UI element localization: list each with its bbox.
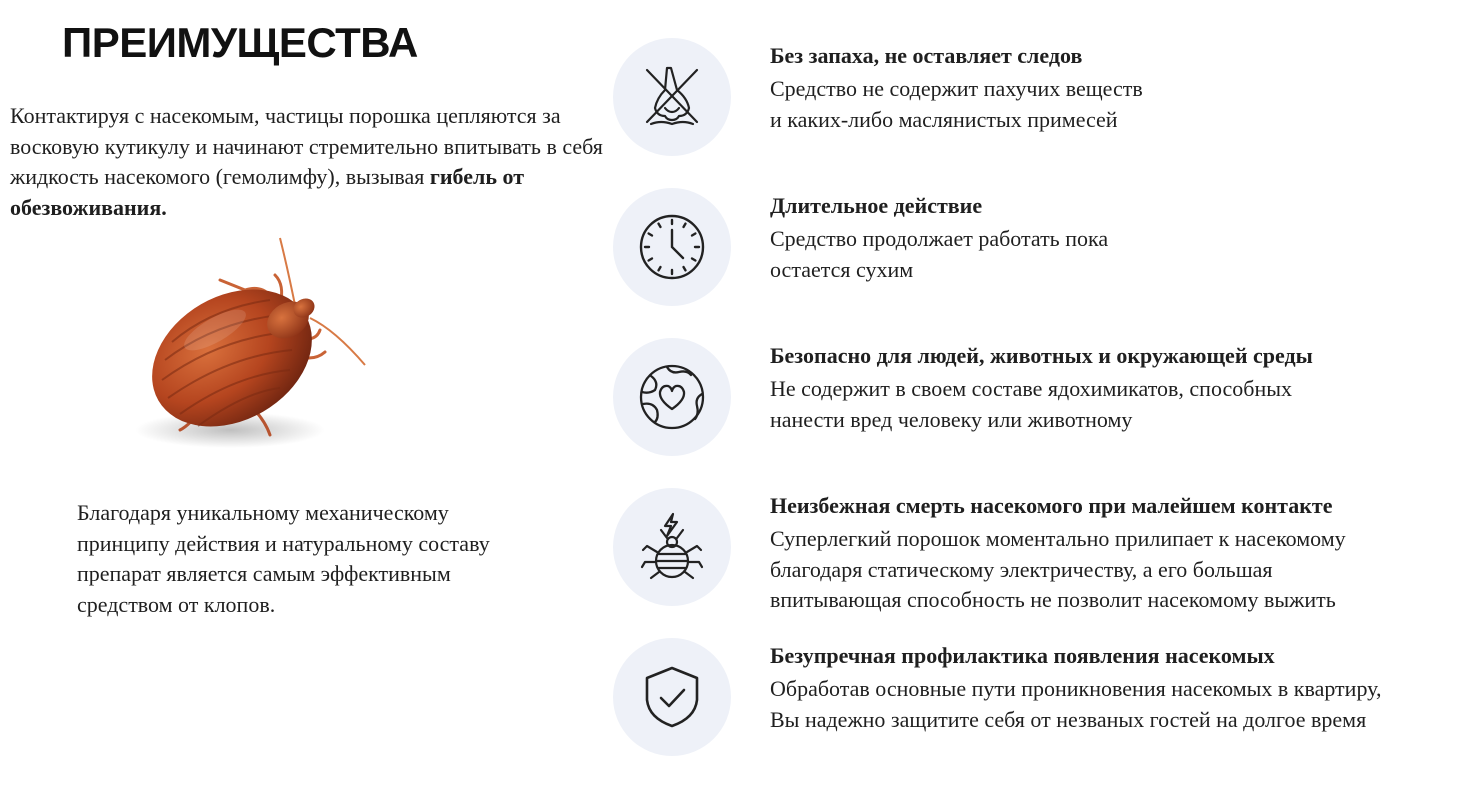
feature-desc-line: и каких-либо маслянистых примесей (770, 106, 1118, 132)
feature-desc-line: Не содержит в своем составе ядохимикатов, способных (770, 376, 1293, 401)
feature-safe (613, 338, 1473, 458)
feature-prevention (613, 638, 1473, 758)
bedbug-image (120, 230, 390, 460)
feature-title: Безопасно для людей, животных и окружающей среды (770, 343, 1313, 368)
feature-icon-circle (613, 188, 731, 306)
feature-desc-line: нанести вред человеку или животному (770, 406, 1133, 432)
feature-desc-line: Суперлегкий порошок моментально прилипает к насекомому (770, 526, 1346, 551)
shield-check-icon (637, 662, 707, 732)
intro-bold-text: гибель от обезвоживания. (10, 164, 525, 220)
intro-paragraph (10, 101, 620, 223)
feature-no-smell (613, 38, 1473, 158)
feature-icon-circle (613, 38, 731, 156)
feature-description (770, 524, 1470, 616)
feature-icon-circle (613, 488, 731, 606)
feature-title: Неизбежная смерть насекомого при малейшем контакте (770, 493, 1333, 518)
outro-paragraph: Благодаря уникальному механическому принципу действия и натуральному составу препарат является самым эффективным средством от клопов. (77, 500, 490, 617)
feature-title: Без запаха, не оставляет следов (770, 43, 1083, 68)
feature-desc-line: Обработав основные пути проникновения насекомых в квартиру, (770, 676, 1382, 701)
feature-title: Безупречная профилактика появления насекомых (770, 643, 1275, 668)
feature-desc-line: впитывающая способность не позволит насекомому выжить (770, 587, 1336, 612)
page-title: ПРЕИМУЩЕСТВА (62, 19, 418, 66)
feature-long-action (613, 188, 1473, 308)
feature-inevitable-death (613, 488, 1473, 612)
feature-desc-line: Средство продолжает работать пока (770, 226, 1109, 251)
feature-description (770, 74, 1470, 135)
bug-lightning-icon (637, 512, 707, 582)
feature-title: Длительное действие (770, 193, 983, 218)
feature-description (770, 674, 1470, 735)
feature-desc-line: благодаря статическому электричеству, а его большая (770, 556, 1273, 582)
feature-desc-line: остается сухим (770, 256, 914, 282)
feature-description (770, 224, 1470, 285)
feature-icon-circle (613, 338, 731, 456)
clock-icon (637, 212, 707, 282)
feature-description (770, 374, 1470, 435)
feature-desc-line: Вы надежно защитите себя от незваных гостей на долгое время (770, 706, 1367, 732)
globe-heart-icon (637, 362, 707, 432)
no-smell-icon (637, 62, 707, 132)
feature-desc-line: Средство не содержит пахучих веществ (770, 76, 1143, 101)
feature-icon-circle (613, 638, 731, 756)
intro-text: Контактируя с насекомым, частицы порошка цепляются за восковую кутикулу и начинают стремительно впитывать в себя жидкость насекомого (гемолимфу), вызывая (10, 103, 603, 189)
